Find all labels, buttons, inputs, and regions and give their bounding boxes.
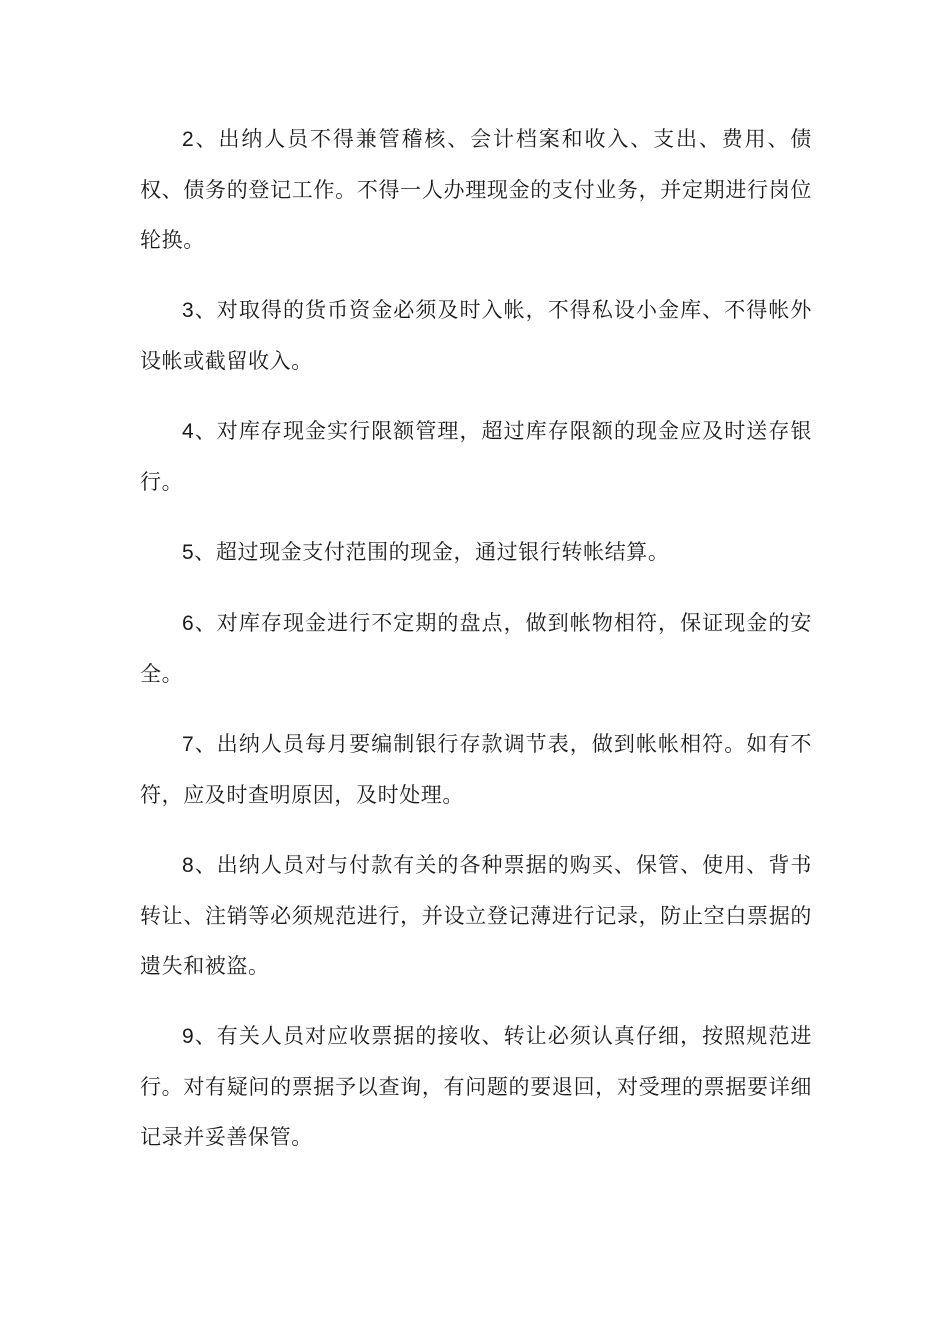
document-body xyxy=(140,114,812,1182)
paragraph-item xyxy=(140,285,812,386)
paragraph-number: 7 xyxy=(182,733,195,756)
paragraph-text: 、超过现金支付范围的现金，通过银行转帐结算。 xyxy=(194,540,670,564)
paragraph-number: 5 xyxy=(182,541,195,564)
paragraph-text: 、对取得的货币资金必须及时入帐，不得私设小金库、不得帐外设帐或截留收入。 xyxy=(140,298,812,373)
paragraph-text: 、出纳人员不得兼管稽核、会计档案和收入、支出、费用、债权、债务的登记工作。不得一人办理现金的支付业务，并定期进行岗位轮换。 xyxy=(140,127,812,252)
paragraph-item xyxy=(140,114,812,265)
paragraph-item xyxy=(140,719,812,820)
paragraph-number: 4 xyxy=(182,420,195,443)
paragraph-text: 、对库存现金实行限额管理，超过库存限额的现金应及时送存银行。 xyxy=(140,419,812,494)
paragraph-number: 9 xyxy=(182,1025,195,1048)
paragraph-item xyxy=(140,598,812,699)
paragraph-text: 、出纳人员对与付款有关的各种票据的购买、保管、使用、背书转让、注销等必须规范进行，并设立登记薄进行记录，防止空白票据的遗失和被盗。 xyxy=(140,853,812,978)
paragraph-item xyxy=(140,840,812,991)
paragraph-text: 、有关人员对应收票据的接收、转让必须认真仔细，按照规范进行。对有疑问的票据予以查询，有问题的要退回，对受理的票据要详细记录并妥善保管。 xyxy=(140,1024,812,1149)
paragraph-number: 3 xyxy=(182,299,195,322)
paragraph-text: 、出纳人员每月要编制银行存款调节表，做到帐帐相符。如有不符，应及时查明原因，及时处理。 xyxy=(140,732,812,807)
paragraph-number: 8 xyxy=(182,854,195,877)
paragraph-number: 6 xyxy=(182,612,195,635)
paragraph-item xyxy=(140,406,812,507)
paragraph-text: 、对库存现金进行不定期的盘点，做到帐物相符，保证现金的安全。 xyxy=(140,611,812,686)
paragraph-item xyxy=(140,527,812,578)
paragraph-item xyxy=(140,1011,812,1162)
paragraph-number: 2 xyxy=(182,128,195,151)
